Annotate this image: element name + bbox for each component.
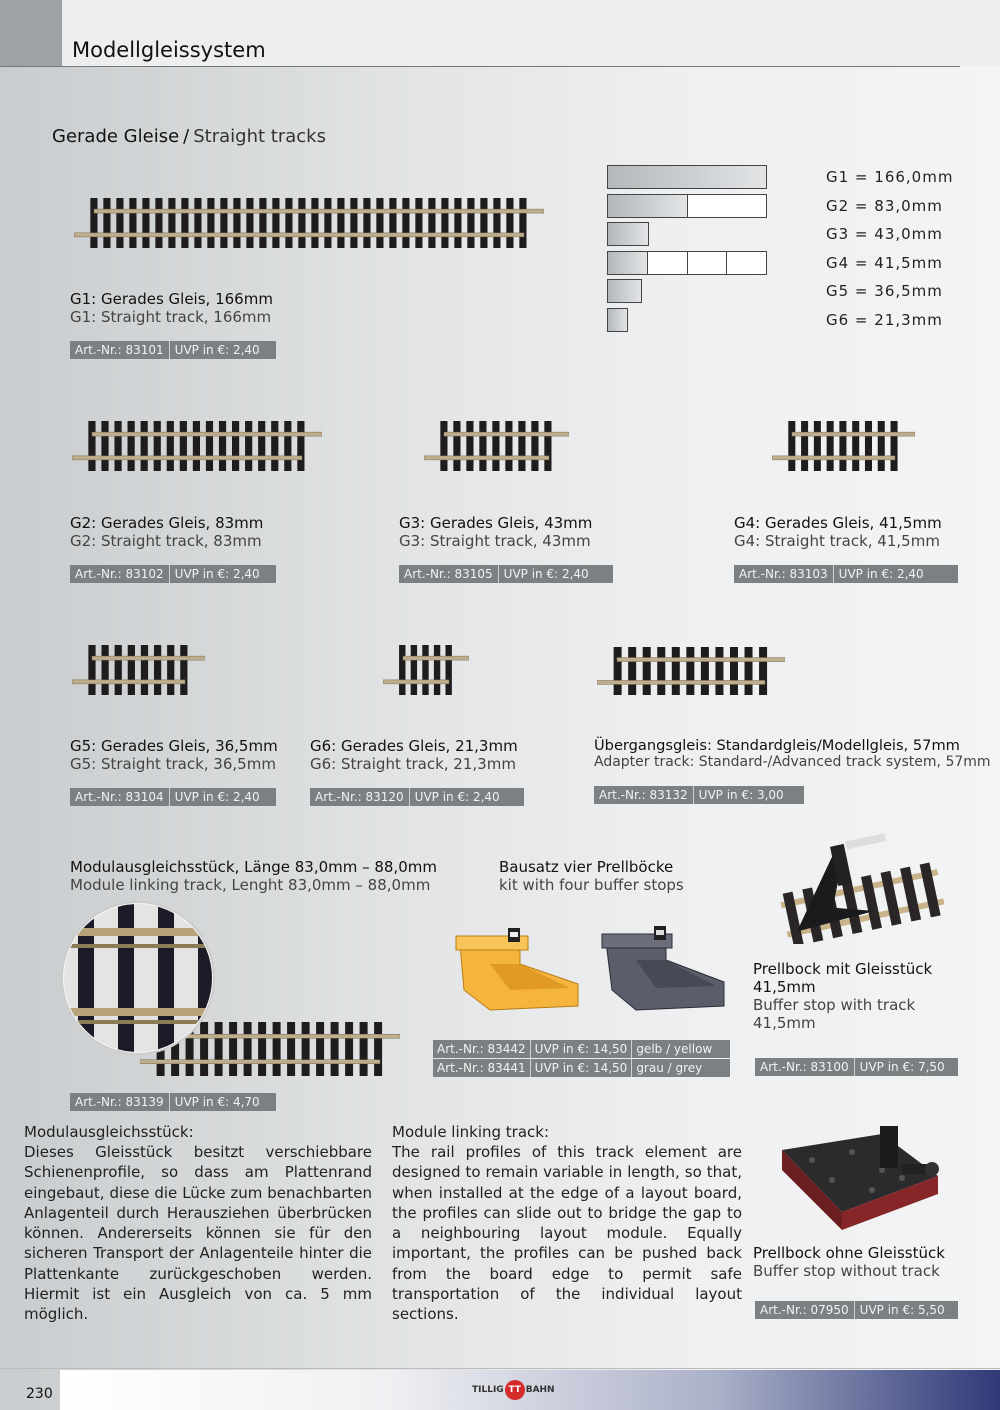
product-buffer-notrack-title-en: Buffer stop without track bbox=[753, 1262, 940, 1280]
track-g1-image bbox=[74, 196, 544, 250]
art-number: Art.-Nr.: 07950 bbox=[760, 1303, 849, 1317]
art-number: Art.-Nr.: 83105 bbox=[404, 567, 493, 581]
price: UVP in €: 3,00 bbox=[693, 786, 789, 804]
art-number: Art.-Nr.: 83102 bbox=[75, 567, 164, 581]
art-number: Art.-Nr.: 83120 bbox=[315, 790, 404, 804]
spec-g5: G5 = 36,5mm bbox=[826, 282, 943, 301]
track-g2-image bbox=[72, 419, 322, 473]
spec-g2: G2 = 83,0mm bbox=[826, 196, 943, 215]
product-g5 bbox=[70, 737, 278, 806]
magnifier-detail-image bbox=[60, 900, 216, 1056]
product-adapter-art bbox=[594, 786, 804, 804]
length-bar bbox=[607, 279, 767, 303]
spec-g3: G3 = 43,0mm bbox=[826, 225, 943, 244]
price: UVP in €: 2,40 bbox=[169, 565, 265, 583]
logo-text-right: BAHN bbox=[525, 1385, 555, 1395]
product-g2-art bbox=[70, 565, 276, 583]
header-rule bbox=[0, 66, 960, 67]
product-g6-art bbox=[310, 788, 524, 806]
product-kit bbox=[499, 858, 684, 894]
length-labels bbox=[826, 168, 953, 340]
product-g1-title-en: G1: Straight track, 166mm bbox=[70, 308, 272, 326]
length-bar bbox=[607, 194, 767, 218]
product-g4-title-de: G4: Gerades Gleis, 41,5mm bbox=[734, 514, 942, 532]
section-title-de: Gerade Gleise bbox=[52, 126, 180, 147]
product-adapter-title-en: Adapter track: Standard-/Advanced track system, 57mm bbox=[594, 754, 991, 770]
length-bar bbox=[607, 308, 767, 332]
product-kit-title-en: kit with four buffer stops bbox=[499, 876, 684, 894]
tillig-logo bbox=[472, 1380, 555, 1400]
price: UVP in €: 5,50 bbox=[854, 1301, 950, 1319]
product-module-title-en: Module linking track, Lenght 83,0mm – 88,0mm bbox=[70, 876, 431, 894]
description-de-heading: Modulausgleichsstück: bbox=[24, 1123, 194, 1141]
footer-rule bbox=[0, 1368, 1000, 1369]
description-en bbox=[392, 1122, 742, 1325]
product-g1 bbox=[70, 290, 276, 359]
kit-row-grey bbox=[433, 1059, 730, 1077]
length-bar bbox=[607, 251, 767, 275]
product-buffer-track-title-en-2: 41,5mm bbox=[753, 1014, 816, 1032]
logo-disc: TT bbox=[505, 1380, 525, 1400]
track-adapter-image bbox=[597, 645, 785, 697]
price: UVP in €: 2,40 bbox=[833, 565, 929, 583]
buffer-stop-yellow-image bbox=[450, 926, 590, 1016]
art-number: Art.-Nr.: 83103 bbox=[739, 567, 828, 581]
spec-g4: G4 = 41,5mm bbox=[826, 253, 943, 272]
art-number: Art.-Nr.: 83441 bbox=[437, 1061, 526, 1075]
description-de-body: Dieses Gleisstück besitzt verschiebbare Schienenprofile, so dass am Plattenrand eingebaut, diese die Lücke zum benachbarten Anlagenteil durch Herausziehen überbrücken können. Andererseits können sie für den sicheren Transport der Anlagenteile hinter die Plattenkante zurückgeschoben werden. Hiermit ist ein Ausgleich von ca. 5 mm möglich. bbox=[24, 1143, 372, 1324]
product-module-title-de: Modulausgleichsstück, Länge 83,0mm – 88,0mm bbox=[70, 858, 438, 876]
product-g6-title-en: G6: Straight track, 21,3mm bbox=[310, 755, 516, 773]
product-adapter-title-de: Übergangsgleis: Standardgleis/Modellgleis, 57mm bbox=[594, 737, 960, 754]
product-buffer-notrack bbox=[753, 1244, 945, 1280]
product-adapter bbox=[594, 737, 991, 804]
art-number: Art.-Nr.: 83104 bbox=[75, 790, 164, 804]
header-tab bbox=[0, 0, 62, 66]
logo-text-left: TILLIG bbox=[472, 1385, 504, 1395]
product-g3 bbox=[399, 514, 613, 583]
art-number: Art.-Nr.: 83139 bbox=[75, 1095, 164, 1109]
product-buffer-track-title-de-2: 41,5mm bbox=[753, 978, 816, 996]
product-g2-title-en: G2: Straight track, 83mm bbox=[70, 532, 262, 550]
buffer-stop-with-track-image bbox=[770, 832, 945, 944]
length-bar bbox=[607, 222, 767, 246]
track-g5-image bbox=[72, 643, 205, 697]
price: UVP in €: 14,50 bbox=[530, 1059, 632, 1077]
spec-g6: G6 = 21,3mm bbox=[826, 310, 943, 329]
product-buffer-track-title-en-1: Buffer stop with track bbox=[753, 996, 916, 1014]
track-g4-image bbox=[772, 419, 915, 473]
product-g5-art bbox=[70, 788, 276, 806]
art-number: Art.-Nr.: 83101 bbox=[75, 343, 164, 357]
color: gelb / yellow bbox=[631, 1040, 716, 1058]
price: UVP in €: 2,40 bbox=[169, 788, 265, 806]
product-g6-title-de: G6: Gerades Gleis, 21,3mm bbox=[310, 737, 518, 755]
length-bar bbox=[607, 165, 767, 189]
length-bars bbox=[607, 165, 767, 337]
product-g2 bbox=[70, 514, 276, 583]
price: UVP in €: 2,40 bbox=[498, 565, 594, 583]
product-g4 bbox=[734, 514, 958, 583]
price: UVP in €: 2,40 bbox=[169, 341, 265, 359]
buffer-stop-grey-image bbox=[600, 926, 740, 1016]
page-title: Modellgleissystem bbox=[72, 38, 266, 62]
track-g3-image bbox=[424, 419, 569, 473]
price: UVP in €: 14,50 bbox=[530, 1040, 632, 1058]
track-g6-image bbox=[383, 643, 469, 697]
section-title bbox=[52, 126, 326, 147]
product-g6 bbox=[310, 737, 524, 806]
product-buffer-track-title-de-1: Prellbock mit Gleisstück bbox=[753, 960, 933, 978]
art-number: Art.-Nr.: 83100 bbox=[760, 1060, 849, 1074]
description-en-heading: Module linking track: bbox=[392, 1123, 550, 1141]
color: grau / grey bbox=[631, 1059, 706, 1077]
price: UVP in €: 2,40 bbox=[409, 788, 505, 806]
product-g4-title-en: G4: Straight track, 41,5mm bbox=[734, 532, 940, 550]
product-g4-art bbox=[734, 565, 958, 583]
product-module bbox=[70, 858, 437, 894]
price: UVP in €: 7,50 bbox=[854, 1058, 950, 1076]
product-g3-art bbox=[399, 565, 613, 583]
page-number: 230 bbox=[26, 1386, 53, 1402]
product-g5-title-de: G5: Gerades Gleis, 36,5mm bbox=[70, 737, 278, 755]
product-kit-title-de: Bausatz vier Prellböcke bbox=[499, 858, 674, 876]
product-g3-title-en: G3: Straight track, 43mm bbox=[399, 532, 591, 550]
product-module-art bbox=[70, 1093, 276, 1111]
art-number: Art.-Nr.: 83132 bbox=[599, 788, 688, 802]
buffer-stop-without-track-image bbox=[772, 1120, 952, 1234]
description-de bbox=[24, 1122, 372, 1325]
spec-g1: G1 = 166,0mm bbox=[826, 168, 954, 186]
product-buffer-notrack-art bbox=[755, 1301, 958, 1319]
description-en-body: The rail profiles of this track element are designed to remain variable in length, so that, when installed at the edge of a layout board, the profiles can slide out to bridge the gap to a neighbouring layout module. Equally important, the profiles can be pushed back from the board edge to permit safe transportation of the individual layout sections. bbox=[392, 1143, 742, 1324]
product-buffer-track-art bbox=[755, 1058, 958, 1076]
product-g3-title-de: G3: Gerades Gleis, 43mm bbox=[399, 514, 593, 532]
product-g1-title-de: G1: Gerades Gleis, 166mm bbox=[70, 290, 273, 308]
kit-row-yellow bbox=[433, 1040, 730, 1058]
product-g2-title-de: G2: Gerades Gleis, 83mm bbox=[70, 514, 264, 532]
product-kit-art bbox=[433, 1040, 730, 1078]
product-g1-art bbox=[70, 341, 276, 359]
price: UVP in €: 4,70 bbox=[169, 1093, 265, 1111]
section-title-en: Straight tracks bbox=[193, 126, 326, 147]
product-buffer-notrack-title-de: Prellbock ohne Gleisstück bbox=[753, 1244, 945, 1262]
product-g5-title-en: G5: Straight track, 36,5mm bbox=[70, 755, 276, 773]
section-title-sep: / bbox=[183, 126, 190, 147]
product-buffer-track bbox=[753, 960, 932, 1032]
art-number: Art.-Nr.: 83442 bbox=[437, 1042, 526, 1056]
